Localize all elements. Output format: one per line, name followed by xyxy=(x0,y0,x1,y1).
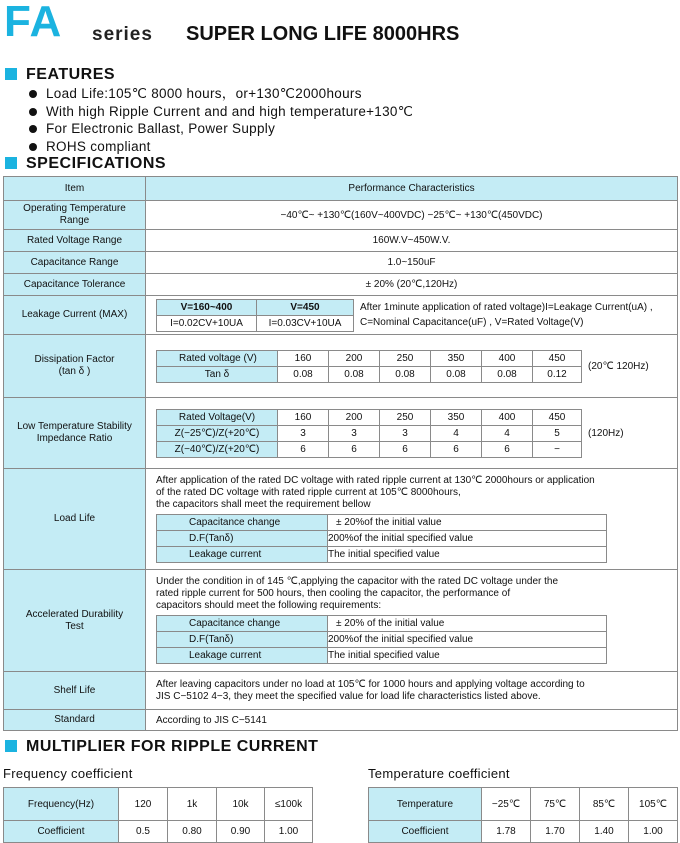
standard-value: According to JIS C−5141 xyxy=(146,710,678,731)
dissipation-tan: 0.08 xyxy=(329,366,380,382)
row-label-rated-voltage: Rated Voltage Range xyxy=(4,230,146,252)
low-temp-note: (120Hz) xyxy=(588,427,624,439)
table-row xyxy=(4,672,678,710)
req-label: D.F(Tanδ) xyxy=(157,632,328,648)
shelf-life-cell xyxy=(146,672,678,710)
low-temp-voltage: 350 xyxy=(431,409,482,425)
accel-text: rated ripple current for 500 hours, then cooling the capacitor, the performance of xyxy=(156,588,511,599)
row-label-capacitance-tolerance: Capacitance Tolerance xyxy=(4,274,146,296)
accel-requirements xyxy=(156,615,607,664)
shelf-life-text: JIS C−5102 4−3, they meet the specified value for load life characteristics listed above. xyxy=(156,690,541,702)
low-temp-ratio-40: 6 xyxy=(431,441,482,457)
dissipation-tan: 0.08 xyxy=(278,366,329,382)
req-value: 200%of the initial specified value xyxy=(328,632,607,648)
dissipation-voltage: 450 xyxy=(533,350,582,366)
low-temperature-cell xyxy=(146,398,678,469)
temperature-coefficient: 1.78 xyxy=(482,821,531,843)
accelerated-durability-label: Accelerated Durability Test xyxy=(25,608,124,632)
temperature-coefficient-label: Coefficient xyxy=(369,821,482,843)
dissipation-note: (20℃ 120Hz) xyxy=(588,360,649,372)
shelf-life-text: After leaving capacitors under no load at 105℃ for 1000 hours and applying voltage according to xyxy=(156,678,585,690)
load-life-text: After application of the rated DC voltage with rated ripple current at 130℃ 2000hours or application xyxy=(156,475,595,486)
load-life-text: of the rated DC voltage with rated ripple current at 105℃ 8000hours, xyxy=(156,487,461,498)
table-row xyxy=(4,570,678,672)
multiplier-heading-text: MULTIPLIER FOR RIPPLE CURRENT xyxy=(26,738,319,755)
req-label: Capacitance change xyxy=(157,515,328,531)
frequency-coefficient-label: Coefficient xyxy=(4,821,119,843)
low-temp-voltage-label: Rated Voltage(V) xyxy=(157,409,278,425)
dissipation-tan: 0.08 xyxy=(482,366,533,382)
req-label: Capacitance change xyxy=(157,616,328,632)
row-label-accelerated-durability xyxy=(4,570,146,672)
dissipation-tan: 0.12 xyxy=(533,366,582,382)
frequency-coefficient-table xyxy=(3,787,313,843)
low-temp-ratio-25: 4 xyxy=(482,425,533,441)
leakage-note-line: After 1minute application of rated voltage)I=Leakage Current(uA) , xyxy=(360,302,653,313)
operating-temperature-value: −40℃~ +130℃(160V~400VDC) −25℃~ +130℃(450VDC) xyxy=(146,201,678,230)
dissipation-voltage: 160 xyxy=(278,350,329,366)
dissipation-voltage: 200 xyxy=(329,350,380,366)
frequency-coefficient: 0.90 xyxy=(217,821,265,843)
table-header-row xyxy=(4,177,678,201)
page-title: SUPER LONG LIFE 8000HRS xyxy=(186,23,460,45)
frequency-coefficient: 0.80 xyxy=(168,821,217,843)
frequency-value: 120 xyxy=(119,788,168,821)
temperature-coefficient: 1.70 xyxy=(531,821,580,843)
dissipation-tan: 0.08 xyxy=(431,366,482,382)
frequency-value: 1k xyxy=(168,788,217,821)
leakage-formula-low: I=0.02CV+10UA xyxy=(157,315,257,331)
low-temp-ratio-40: 6 xyxy=(380,441,431,457)
square-bullet-icon xyxy=(5,740,17,752)
table-row xyxy=(4,296,678,335)
feature-item: With high Ripple Current and and high temperature+130℃ xyxy=(26,103,413,121)
dissipation-table xyxy=(156,350,582,383)
req-value: ± 20% of the initial value xyxy=(328,616,607,632)
low-temp-ratio-40: 6 xyxy=(278,441,329,457)
specifications-heading xyxy=(5,155,166,173)
features-heading xyxy=(5,66,115,84)
leakage-header-low: V=160~400 xyxy=(157,299,257,315)
req-value: ± 20%of the initial value xyxy=(328,515,607,531)
row-label-operating-temperature: Operating Temperature Range xyxy=(4,201,146,230)
series-label: series xyxy=(92,24,153,45)
req-label: D.F(Tanδ) xyxy=(157,531,328,547)
table-row xyxy=(4,274,678,296)
dissipation-voltage-label: Rated voltage (V) xyxy=(157,350,278,366)
dissipation-voltage: 400 xyxy=(482,350,533,366)
low-temp-voltage: 400 xyxy=(482,409,533,425)
frequency-coefficient: 0.5 xyxy=(119,821,168,843)
row-label-low-temperature: Low Temperature Stability Impedance Ratio xyxy=(4,398,146,469)
row-label-dissipation-factor xyxy=(4,335,146,398)
load-life-cell xyxy=(146,469,678,570)
low-temp-ratio-40-label: Z(−40℃)/Z(+20℃) xyxy=(157,441,278,457)
leakage-formula-table xyxy=(156,299,354,332)
series-logo: FA xyxy=(4,0,63,46)
temperature-value: 75℃ xyxy=(531,788,580,821)
temperature-label: Temperature xyxy=(369,788,482,821)
row-label-capacitance-range: Capacitance Range xyxy=(4,252,146,274)
dissipation-cell xyxy=(146,335,678,398)
column-header-performance: Performance Characteristics xyxy=(146,177,678,201)
multiplier-heading xyxy=(5,738,318,756)
frequency-value: ≤100k xyxy=(265,788,313,821)
load-life-text: the capacitors shall meet the requirement bellow xyxy=(156,499,371,510)
dissipation-voltage: 350 xyxy=(431,350,482,366)
low-temp-voltage: 160 xyxy=(278,409,329,425)
feature-item: Load Life:105℃ 8000 hours，or+130℃2000hours xyxy=(26,85,413,103)
req-label: Leakage current xyxy=(157,547,328,563)
capacitance-tolerance-value: ± 20% (20℃,120Hz) xyxy=(146,274,678,296)
low-temp-voltage: 200 xyxy=(329,409,380,425)
table-row xyxy=(4,469,678,570)
load-life-requirements xyxy=(156,514,607,563)
low-temp-ratio-40: − xyxy=(533,441,582,457)
temperature-coefficient: 1.40 xyxy=(580,821,629,843)
low-temp-ratio-25: 3 xyxy=(278,425,329,441)
temperature-value: 85℃ xyxy=(580,788,629,821)
accel-text: Under the condition in of 145 ℃,applying the capacitor with the rated DC voltage under the xyxy=(156,576,559,587)
low-temp-ratio-25: 3 xyxy=(380,425,431,441)
table-row xyxy=(4,201,678,230)
leakage-header-high: V=450 xyxy=(257,299,354,315)
low-temp-voltage: 450 xyxy=(533,409,582,425)
low-temperature-table xyxy=(156,409,582,458)
low-temp-ratio-25-label: Z(−25℃)/Z(+20℃) xyxy=(157,425,278,441)
table-row xyxy=(4,230,678,252)
leakage-formula-high: I=0.03CV+10UA xyxy=(257,315,354,331)
req-value: The initial specified value xyxy=(328,648,607,664)
dissipation-voltage: 250 xyxy=(380,350,431,366)
frequency-label: Frequency(Hz) xyxy=(4,788,119,821)
specifications-heading-text: SPECIFICATIONS xyxy=(26,155,167,172)
features-heading-text: FEATURES xyxy=(26,66,116,83)
temperature-value: −25℃ xyxy=(482,788,531,821)
column-header-item: Item xyxy=(4,177,146,201)
feature-item: For Electronic Ballast, Power Supply xyxy=(26,120,413,138)
features-list xyxy=(26,85,413,155)
dissipation-tan-label: Tan δ xyxy=(157,366,278,382)
table-row xyxy=(4,335,678,398)
frequency-coefficient: 1.00 xyxy=(265,821,313,843)
accel-text: capacitors should meet the following requirements: xyxy=(156,600,382,611)
table-row xyxy=(4,398,678,469)
low-temp-voltage: 250 xyxy=(380,409,431,425)
row-label-load-life: Load Life xyxy=(4,469,146,570)
square-bullet-icon xyxy=(5,68,17,80)
temperature-coefficient-title: Temperature coefficient xyxy=(368,766,510,781)
low-temp-ratio-40: 6 xyxy=(329,441,380,457)
req-value: The initial specified value xyxy=(328,547,607,563)
row-label-standard: Standard xyxy=(4,710,146,731)
leakage-note-line: C=Nominal Capacitance(uF) , V=Rated Voltage(V) xyxy=(360,317,584,328)
low-temp-ratio-25: 3 xyxy=(329,425,380,441)
dissipation-tan: 0.08 xyxy=(380,366,431,382)
feature-item: ROHS compliant xyxy=(26,138,413,156)
req-value: 200%of the initial specified value xyxy=(328,531,607,547)
low-temp-ratio-40: 6 xyxy=(482,441,533,457)
temperature-coefficient-table xyxy=(368,787,678,843)
accelerated-durability-cell xyxy=(146,570,678,672)
low-temp-ratio-25: 5 xyxy=(533,425,582,441)
frequency-value: 10k xyxy=(217,788,265,821)
req-label: Leakage current xyxy=(157,648,328,664)
table-row xyxy=(4,710,678,731)
specifications-table xyxy=(3,176,678,731)
low-temp-ratio-25: 4 xyxy=(431,425,482,441)
row-label-shelf-life: Shelf Life xyxy=(4,672,146,710)
dissipation-label: Dissipation Factor (tan δ ) xyxy=(34,354,115,377)
rated-voltage-value: 160W.V~450W.V. xyxy=(146,230,678,252)
temperature-coefficient: 1.00 xyxy=(629,821,678,843)
frequency-coefficient-title: Frequency coefficient xyxy=(3,766,133,781)
leakage-current-cell xyxy=(146,296,678,335)
row-label-leakage-current: Leakage Current (MAX) xyxy=(4,296,146,335)
square-bullet-icon xyxy=(5,157,17,169)
capacitance-range-value: 1.0~150uF xyxy=(146,252,678,274)
table-row xyxy=(4,252,678,274)
temperature-value: 105℃ xyxy=(629,788,678,821)
